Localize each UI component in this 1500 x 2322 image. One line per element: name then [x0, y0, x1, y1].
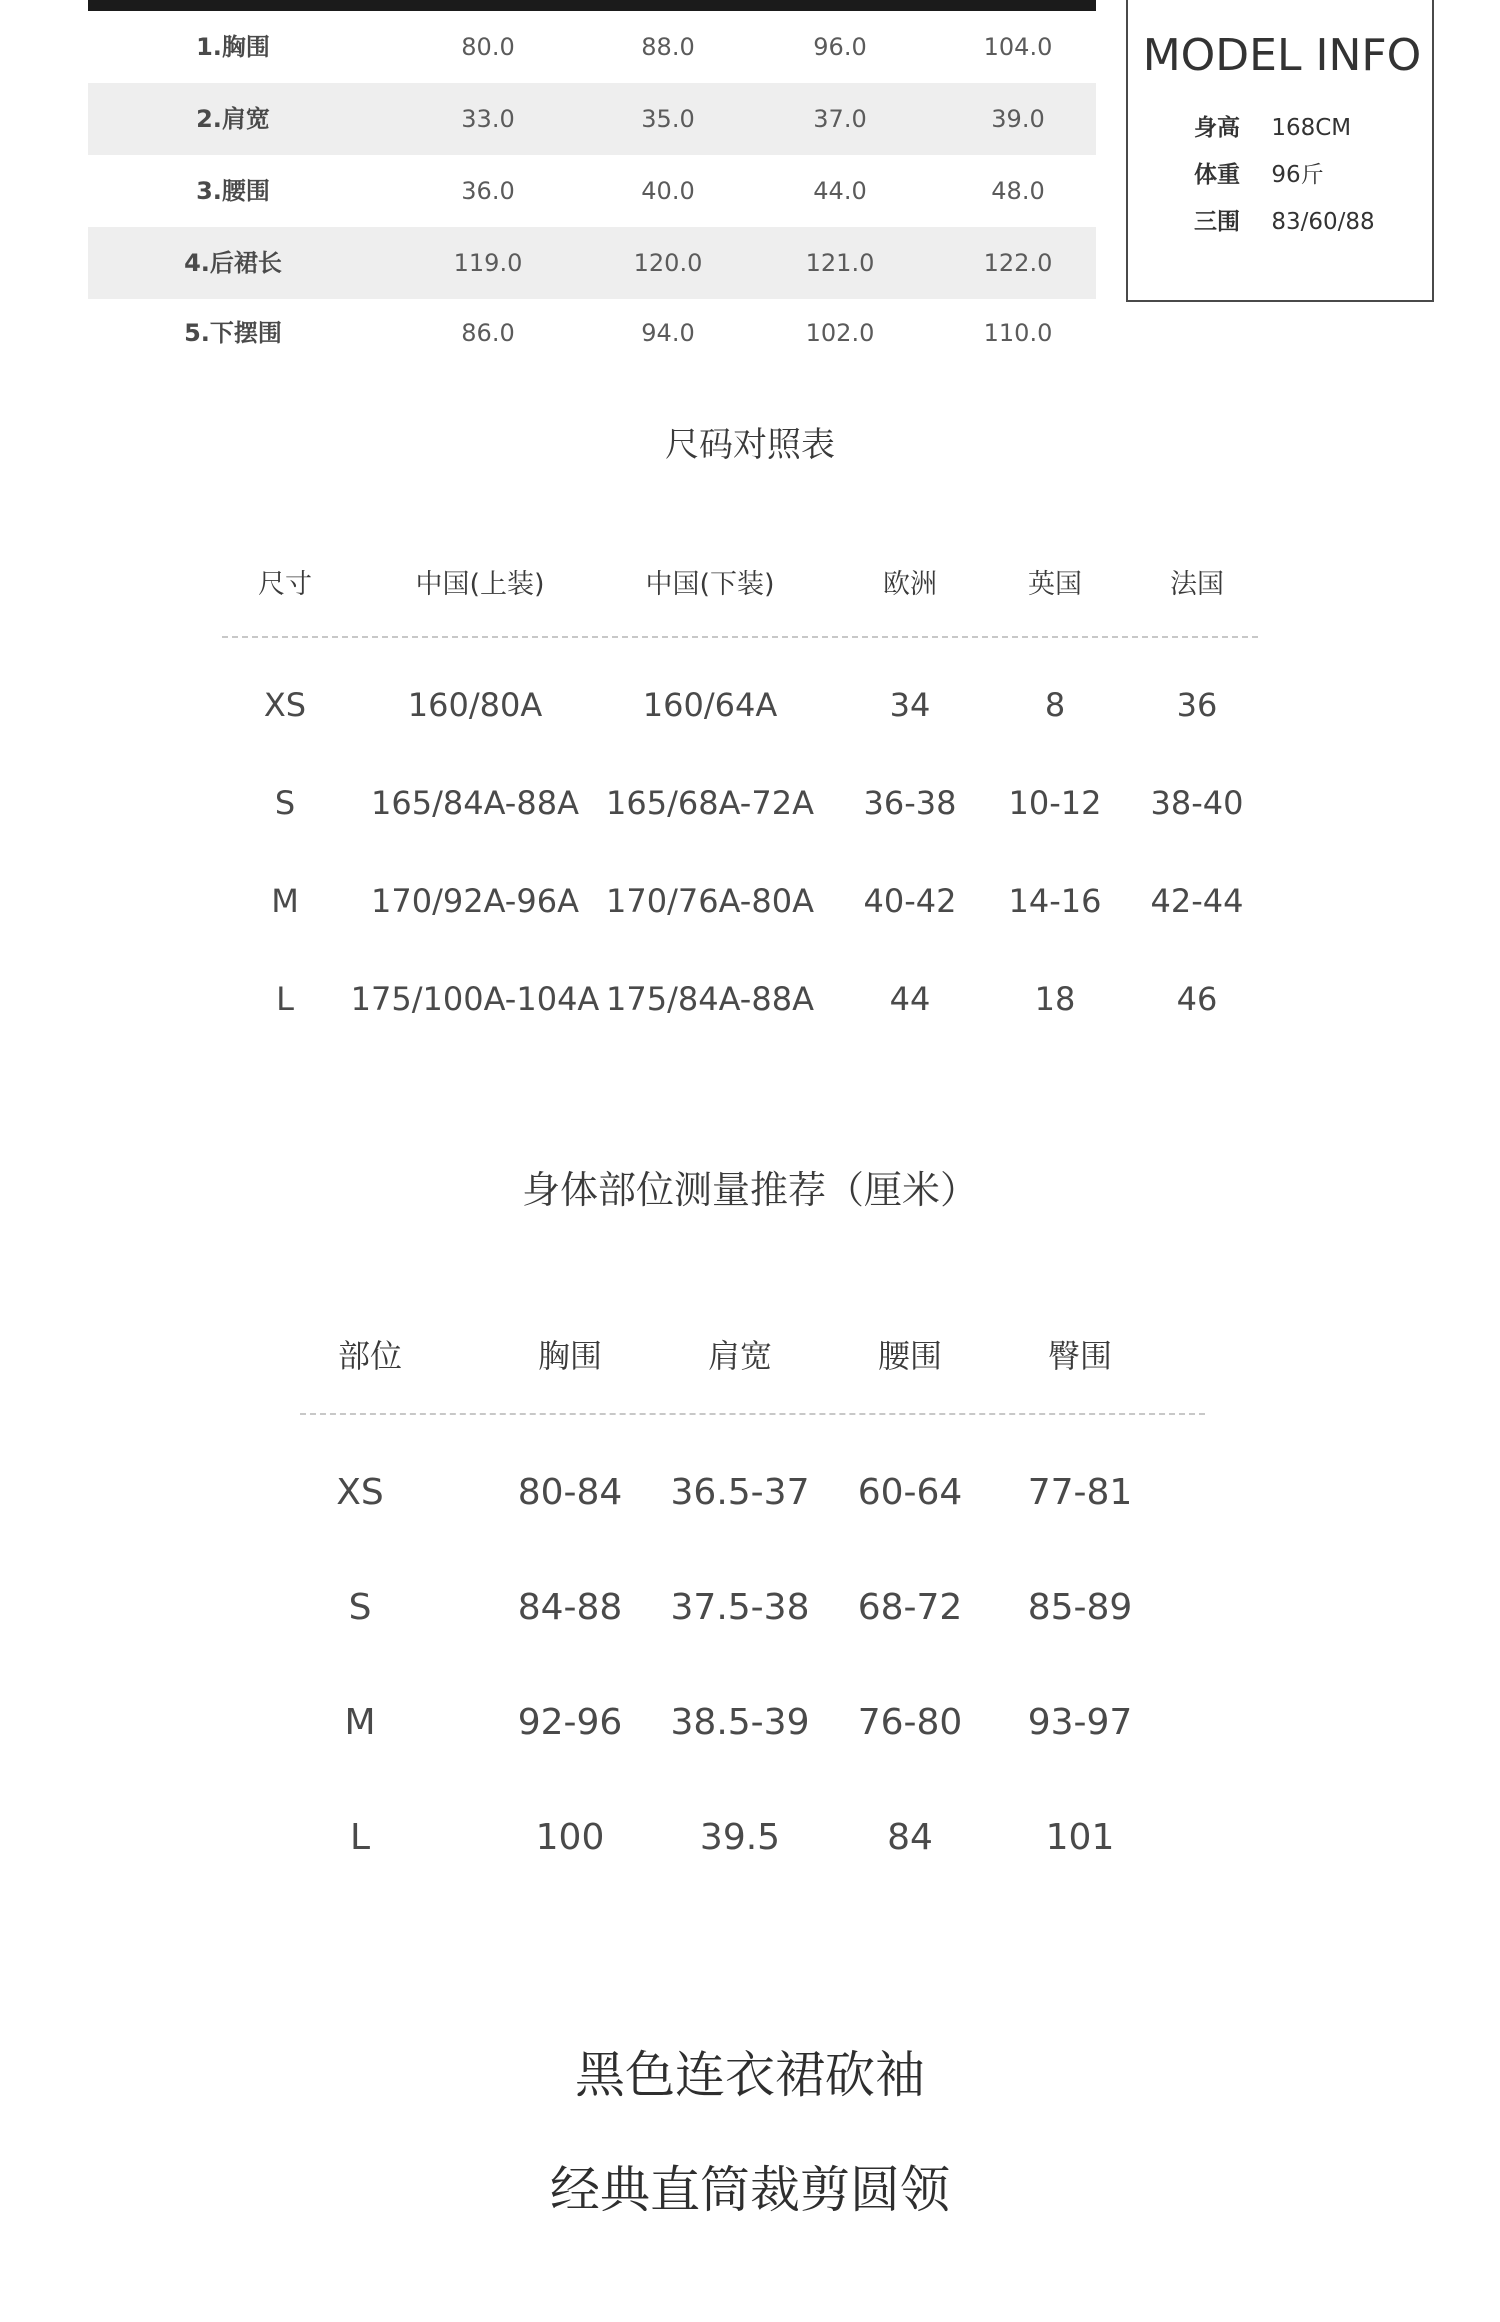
table-cell: 101 — [1045, 1817, 1115, 1858]
measurement-table — [88, 0, 1096, 346]
table-cell: XS — [263, 686, 307, 724]
column-header: 肩宽 — [707, 1337, 772, 1375]
table-cell: 34 — [889, 686, 931, 724]
model-info-box — [1126, 0, 1434, 302]
table-cell: 60-64 — [857, 1472, 963, 1513]
table-cell: 36-38 — [863, 784, 957, 822]
product-description-line-1: 黑色连衣裙砍袖 — [575, 2046, 925, 2104]
column-header: 中国(上装) — [415, 569, 545, 600]
table-cell: 38.5-39 — [670, 1702, 810, 1743]
table-cell: 40-42 — [863, 882, 957, 920]
table-cell: 39.0 — [991, 105, 1045, 133]
table-cell: 44 — [889, 980, 931, 1018]
column-header: 胸围 — [537, 1337, 602, 1375]
measure-value: 83/60/88 — [1271, 209, 1375, 235]
table-row — [88, 11, 1096, 83]
table-cell: 165/84A-88A — [371, 784, 579, 822]
row-label: 2.肩宽 — [196, 105, 270, 133]
row-label: 3.腰围 — [196, 177, 270, 205]
model-height-row — [1194, 108, 1351, 148]
table-cell: 122.0 — [983, 249, 1053, 277]
table-cell: 104.0 — [983, 33, 1053, 61]
size-chart-title: 尺码对照表 — [665, 425, 835, 465]
table-cell: 10-12 — [1008, 784, 1102, 822]
table-cell: 68-72 — [857, 1587, 963, 1628]
table-cell: 100 — [535, 1817, 605, 1858]
column-header: 臀围 — [1047, 1337, 1112, 1375]
column-header: 欧洲 — [883, 569, 937, 600]
column-header: 法国 — [1170, 569, 1224, 600]
table-cell: M — [271, 882, 299, 920]
table-cell: 120.0 — [633, 249, 703, 277]
height-label: 身高 — [1194, 115, 1240, 141]
table-cell: 175/84A-88A — [606, 980, 814, 1018]
table-cell: 170/76A-80A — [606, 882, 814, 920]
body-chart-title: 身体部位测量推荐（厘米） — [521, 1168, 978, 1212]
table-cell: 40.0 — [641, 177, 695, 205]
table-cell: 14-16 — [1008, 882, 1102, 920]
table-cell: 80-84 — [517, 1472, 623, 1513]
table-cell: L — [276, 980, 294, 1018]
table-cell: 160/64A — [642, 686, 778, 724]
column-header: 部位 — [337, 1337, 402, 1375]
table-cell: S — [348, 1587, 372, 1628]
table-cell: S — [274, 784, 296, 822]
table-cell: 8 — [1044, 686, 1066, 724]
table-cell: 84-88 — [517, 1587, 623, 1628]
product-description-line-2: 经典直筒裁剪圆领 — [550, 2161, 950, 2219]
table-cell: 33.0 — [461, 105, 515, 133]
measure-label: 三围 — [1194, 209, 1240, 235]
table-cell: M — [344, 1702, 376, 1743]
table-cell: 121.0 — [805, 249, 875, 277]
table-cell: 170/92A-96A — [371, 882, 579, 920]
model-measure-row — [1194, 202, 1375, 242]
model-info-title: MODEL INFO — [1142, 30, 1422, 81]
table-cell: 110.0 — [983, 319, 1053, 347]
row-label: 1.胸围 — [196, 33, 270, 61]
table-cell: 85-89 — [1027, 1587, 1133, 1628]
table-cell: 96.0 — [813, 33, 867, 61]
table-cell: XS — [336, 1472, 384, 1513]
table-cell: 92-96 — [517, 1702, 623, 1743]
table-cell: 165/68A-72A — [606, 784, 814, 822]
table-cell: L — [349, 1817, 371, 1858]
table-cell: 38-40 — [1150, 784, 1244, 822]
height-value: 168CM — [1271, 115, 1352, 141]
table-row — [88, 155, 1096, 227]
table-cell: 37.0 — [813, 105, 867, 133]
table-cell: 36.5-37 — [670, 1472, 810, 1513]
dashed-divider — [300, 1413, 1205, 1415]
table-cell: 160/80A — [407, 686, 543, 724]
model-weight-row — [1194, 155, 1324, 195]
column-header: 腰围 — [877, 1337, 942, 1375]
table-cell: 88.0 — [641, 33, 695, 61]
table-top-bar — [88, 0, 1096, 11]
table-cell: 77-81 — [1027, 1472, 1133, 1513]
column-header: 尺寸 — [258, 569, 312, 600]
table-cell: 36.0 — [461, 177, 515, 205]
table-cell: 39.5 — [699, 1817, 781, 1858]
table-cell: 84 — [887, 1817, 933, 1858]
column-header: 英国 — [1028, 569, 1082, 600]
table-cell: 94.0 — [641, 319, 695, 347]
column-header: 中国(下装) — [645, 569, 775, 600]
table-cell: 175/100A-104A — [350, 980, 600, 1018]
dashed-divider — [222, 636, 1258, 638]
table-row — [88, 297, 1096, 369]
table-cell: 80.0 — [461, 33, 515, 61]
table-cell: 102.0 — [805, 319, 875, 347]
weight-label: 体重 — [1194, 162, 1240, 188]
row-label: 4.后裙长 — [184, 249, 282, 277]
table-cell: 35.0 — [641, 105, 695, 133]
table-cell: 119.0 — [453, 249, 523, 277]
table-cell: 86.0 — [461, 319, 515, 347]
table-cell: 36 — [1176, 686, 1218, 724]
table-cell: 48.0 — [991, 177, 1045, 205]
weight-value: 96斤 — [1271, 162, 1324, 188]
table-cell: 46 — [1176, 980, 1218, 1018]
table-cell: 42-44 — [1150, 882, 1244, 920]
table-cell: 37.5-38 — [670, 1587, 810, 1628]
table-cell: 93-97 — [1027, 1702, 1133, 1743]
table-cell: 76-80 — [857, 1702, 963, 1743]
table-cell: 18 — [1034, 980, 1076, 1018]
table-row — [88, 83, 1096, 155]
row-label: 5.下摆围 — [184, 319, 282, 347]
table-row — [88, 227, 1096, 299]
table-cell: 44.0 — [813, 177, 867, 205]
